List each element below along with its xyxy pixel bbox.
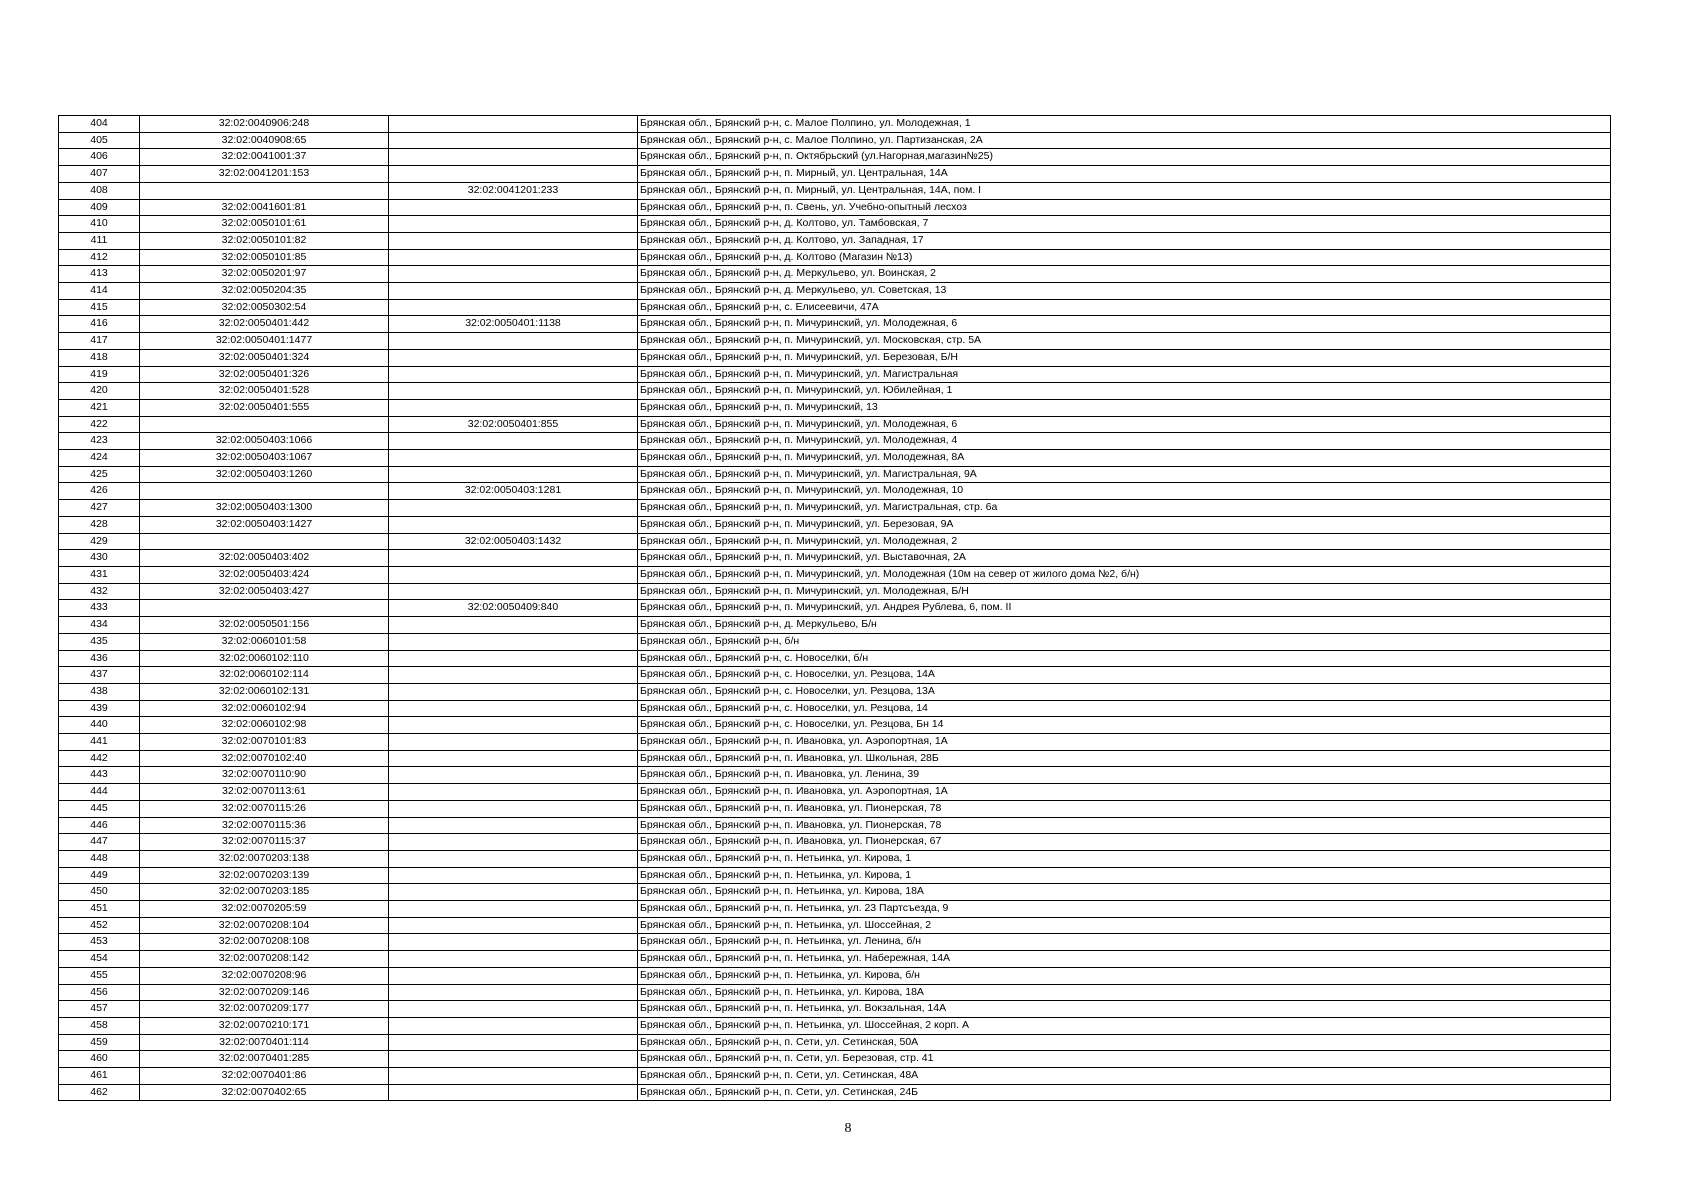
- cadastral-number: 32:02:0070115:36: [140, 817, 389, 834]
- row-number: 430: [59, 550, 140, 567]
- cadastral-number-secondary: [389, 132, 638, 149]
- table-row: [59, 316, 1611, 333]
- cadastral-number: 32:02:0050401:324: [140, 349, 389, 366]
- cadastral-number-secondary: [389, 717, 638, 734]
- address: Брянская обл., Брянский р-н, п. Нетьинка, ул. Ленина, б/н: [638, 934, 1611, 951]
- table-row: [59, 199, 1611, 216]
- table-row: [59, 817, 1611, 834]
- cadastral-number: 32:02:0070205:59: [140, 901, 389, 918]
- row-number: 446: [59, 817, 140, 834]
- table-row: [59, 216, 1611, 233]
- cadastral-number-secondary: [389, 266, 638, 283]
- row-number: 415: [59, 299, 140, 316]
- cadastral-number: [140, 533, 389, 550]
- address: Брянская обл., Брянский р-н, п. Мичуринский, ул. Московская, стр. 5А: [638, 333, 1611, 350]
- table-row: [59, 583, 1611, 600]
- row-number: 413: [59, 266, 140, 283]
- row-number: 450: [59, 884, 140, 901]
- address: Брянская обл., Брянский р-н, п. Ивановка, ул. Пионерская, 67: [638, 834, 1611, 851]
- address: Брянская обл., Брянский р-н, с. Новоселки, б/н: [638, 650, 1611, 667]
- address: Брянская обл., Брянский р-н, п. Мичуринский, ул. Магистральная, стр. 6а: [638, 500, 1611, 517]
- address: Брянская обл., Брянский р-н, с. Новоселки, ул. Резцова, 14А: [638, 667, 1611, 684]
- row-number: 429: [59, 533, 140, 550]
- row-number: 434: [59, 617, 140, 634]
- cadastral-number-secondary: [389, 1034, 638, 1051]
- table-row: [59, 299, 1611, 316]
- cadastral-number: [140, 182, 389, 199]
- table-row: [59, 901, 1611, 918]
- cadastral-number: 32:02:0050204:35: [140, 283, 389, 300]
- address: Брянская обл., Брянский р-н, п. Мичуринский, ул. Молодежная, 8А: [638, 450, 1611, 467]
- cadastral-number: 32:02:0050403:424: [140, 566, 389, 583]
- table-row: [59, 1051, 1611, 1068]
- cadastral-number: 32:02:0070402:65: [140, 1084, 389, 1101]
- row-number: 408: [59, 182, 140, 199]
- address: Брянская обл., Брянский р-н, п. Сети, ул. Сетинская, 48А: [638, 1068, 1611, 1085]
- table-row: [59, 116, 1611, 133]
- row-number: 405: [59, 132, 140, 149]
- table-row: [59, 750, 1611, 767]
- row-number: 452: [59, 917, 140, 934]
- address: Брянская обл., Брянский р-н, п. Ивановка, ул. Аэропортная, 1А: [638, 734, 1611, 751]
- table-row: [59, 633, 1611, 650]
- table-row: [59, 249, 1611, 266]
- table-row: [59, 500, 1611, 517]
- cadastral-number-secondary: [389, 550, 638, 567]
- row-number: 426: [59, 483, 140, 500]
- address: Брянская обл., Брянский р-н, д. Меркульево, Б/н: [638, 617, 1611, 634]
- registry-table: [58, 115, 1611, 1101]
- cadastral-number: 32:02:0070113:61: [140, 784, 389, 801]
- cadastral-number: 32:02:0050101:82: [140, 232, 389, 249]
- table-row: [59, 399, 1611, 416]
- table-row: [59, 366, 1611, 383]
- table-row: [59, 333, 1611, 350]
- row-number: 436: [59, 650, 140, 667]
- cadastral-number: 32:02:0050403:427: [140, 583, 389, 600]
- cadastral-number: 32:02:0070115:26: [140, 800, 389, 817]
- row-number: 438: [59, 683, 140, 700]
- cadastral-number: 32:02:0070101:83: [140, 734, 389, 751]
- address: Брянская обл., Брянский р-н, п. Мирный, ул. Центральная, 14А, пом. I: [638, 182, 1611, 199]
- cadastral-number-secondary: [389, 650, 638, 667]
- cadastral-number-secondary: [389, 767, 638, 784]
- cadastral-number: 32:02:0050401:442: [140, 316, 389, 333]
- cadastral-number-secondary: [389, 901, 638, 918]
- row-number: 460: [59, 1051, 140, 1068]
- address: Брянская обл., Брянский р-н, д. Колтово (Магазин №13): [638, 249, 1611, 266]
- cadastral-number-secondary: [389, 149, 638, 166]
- cadastral-number-secondary: 32:02:0041201:233: [389, 182, 638, 199]
- table-row: [59, 1034, 1611, 1051]
- cadastral-number-secondary: [389, 216, 638, 233]
- address: Брянская обл., Брянский р-н, д. Колтово, ул. Тамбовская, 7: [638, 216, 1611, 233]
- row-number: 431: [59, 566, 140, 583]
- cadastral-number-secondary: [389, 349, 638, 366]
- row-number: 437: [59, 667, 140, 684]
- row-number: 427: [59, 500, 140, 517]
- cadastral-number-secondary: [389, 917, 638, 934]
- row-number: 457: [59, 1001, 140, 1018]
- cadastral-number-secondary: 32:02:0050403:1281: [389, 483, 638, 500]
- cadastral-number-secondary: [389, 617, 638, 634]
- cadastral-number-secondary: [389, 1084, 638, 1101]
- cadastral-number: 32:02:0060102:110: [140, 650, 389, 667]
- table-row: [59, 934, 1611, 951]
- row-number: 451: [59, 901, 140, 918]
- cadastral-number-secondary: 32:02:0050401:1138: [389, 316, 638, 333]
- document-page: [58, 115, 1610, 1101]
- address: Брянская обл., Брянский р-н, с. Малое Полпино, ул. Молодежная, 1: [638, 116, 1611, 133]
- cadastral-number: 32:02:0050401:1477: [140, 333, 389, 350]
- table-row: [59, 650, 1611, 667]
- address: Брянская обл., Брянский р-н, п. Ивановка, ул. Пионерская, 78: [638, 800, 1611, 817]
- table-row: [59, 867, 1611, 884]
- cadastral-number: 32:02:0050403:402: [140, 550, 389, 567]
- row-number: 409: [59, 199, 140, 216]
- cadastral-number-secondary: [389, 934, 638, 951]
- cadastral-number-secondary: [389, 116, 638, 133]
- cadastral-number-secondary: [389, 867, 638, 884]
- cadastral-number-secondary: [389, 884, 638, 901]
- row-number: 439: [59, 700, 140, 717]
- cadastral-number: 32:02:0050401:326: [140, 366, 389, 383]
- table-row: [59, 516, 1611, 533]
- row-number: 455: [59, 967, 140, 984]
- table-row: [59, 450, 1611, 467]
- cadastral-number: 32:02:0050403:1427: [140, 516, 389, 533]
- cadastral-number-secondary: [389, 1001, 638, 1018]
- address: Брянская обл., Брянский р-н, п. Мичуринский, ул. Андрея Рублева, 6, пом. II: [638, 600, 1611, 617]
- address: Брянская обл., Брянский р-н, п. Мичуринский, ул. Молодежная, 10: [638, 483, 1611, 500]
- cadastral-number: 32:02:0050401:528: [140, 383, 389, 400]
- address: Брянская обл., Брянский р-н, п. Мичуринский, ул. Магистральная, 9А: [638, 466, 1611, 483]
- address: Брянская обл., Брянский р-н, п. Мичуринский, ул. Молодежная, 4: [638, 433, 1611, 450]
- table-row: [59, 132, 1611, 149]
- cadastral-number-secondary: [389, 850, 638, 867]
- row-number: 435: [59, 633, 140, 650]
- address: Брянская обл., Брянский р-н, п. Нетьинка, ул. Шоссейная, 2 корп. А: [638, 1017, 1611, 1034]
- cadastral-number-secondary: [389, 800, 638, 817]
- cadastral-number-secondary: [389, 834, 638, 851]
- row-number: 456: [59, 984, 140, 1001]
- table-row: [59, 283, 1611, 300]
- row-number: 441: [59, 734, 140, 751]
- table-row: [59, 433, 1611, 450]
- address: Брянская обл., Брянский р-н, п. Ивановка, ул. Ленина, 39: [638, 767, 1611, 784]
- cadastral-number: 32:02:0060102:131: [140, 683, 389, 700]
- cadastral-number-secondary: [389, 951, 638, 968]
- row-number: 422: [59, 416, 140, 433]
- cadastral-number: 32:02:0070208:96: [140, 967, 389, 984]
- table-row: [59, 784, 1611, 801]
- cadastral-number: 32:02:0070210:171: [140, 1017, 389, 1034]
- cadastral-number: 32:02:0050201:97: [140, 266, 389, 283]
- table-row: [59, 533, 1611, 550]
- cadastral-number-secondary: [389, 383, 638, 400]
- table-row: [59, 917, 1611, 934]
- table-row: [59, 182, 1611, 199]
- cadastral-number: 32:02:0070401:114: [140, 1034, 389, 1051]
- address: Брянская обл., Брянский р-н, п. Мичуринский, ул. Молодежная, 6: [638, 316, 1611, 333]
- cadastral-number: [140, 416, 389, 433]
- table-row: [59, 617, 1611, 634]
- address: Брянская обл., Брянский р-н, п. Нетьинка, ул. Кирова, 1: [638, 850, 1611, 867]
- table-row: [59, 466, 1611, 483]
- cadastral-number: 32:02:0060102:98: [140, 717, 389, 734]
- row-number: 411: [59, 232, 140, 249]
- table-row: [59, 717, 1611, 734]
- cadastral-number: 32:02:0070209:146: [140, 984, 389, 1001]
- address: Брянская обл., Брянский р-н, п. Мирный, ул. Центральная, 14А: [638, 166, 1611, 183]
- row-number: 416: [59, 316, 140, 333]
- cadastral-number-secondary: [389, 366, 638, 383]
- cadastral-number-secondary: [389, 500, 638, 517]
- table-row: [59, 1068, 1611, 1085]
- cadastral-number: 32:02:0050403:1066: [140, 433, 389, 450]
- cadastral-number: 32:02:0070115:37: [140, 834, 389, 851]
- address: Брянская обл., Брянский р-н, с. Елисеевичи, 47А: [638, 299, 1611, 316]
- row-number: 461: [59, 1068, 140, 1085]
- address: Брянская обл., Брянский р-н, п. Сети, ул. Березовая, стр. 41: [638, 1051, 1611, 1068]
- table-row: [59, 951, 1611, 968]
- address: Брянская обл., Брянский р-н, п. Мичуринский, ул. Молодежная, Б/Н: [638, 583, 1611, 600]
- address: Брянская обл., Брянский р-н, б/н: [638, 633, 1611, 650]
- cadastral-number: 32:02:0070208:104: [140, 917, 389, 934]
- row-number: 419: [59, 366, 140, 383]
- row-number: 407: [59, 166, 140, 183]
- address: Брянская обл., Брянский р-н, п. Мичуринский, ул. Березовая, Б/Н: [638, 349, 1611, 366]
- row-number: 414: [59, 283, 140, 300]
- address: Брянская обл., Брянский р-н, с. Новоселки, ул. Резцова, Бн 14: [638, 717, 1611, 734]
- cadastral-number: 32:02:0070203:139: [140, 867, 389, 884]
- table-row: [59, 149, 1611, 166]
- cadastral-number-secondary: [389, 583, 638, 600]
- row-number: 412: [59, 249, 140, 266]
- table-row: [59, 700, 1611, 717]
- table-row: [59, 967, 1611, 984]
- cadastral-number-secondary: [389, 283, 638, 300]
- cadastral-number: 32:02:0050302:54: [140, 299, 389, 316]
- table-row: [59, 266, 1611, 283]
- row-number: 448: [59, 850, 140, 867]
- cadastral-number-secondary: [389, 450, 638, 467]
- row-number: 444: [59, 784, 140, 801]
- cadastral-number-secondary: [389, 633, 638, 650]
- row-number: 440: [59, 717, 140, 734]
- cadastral-number-secondary: 32:02:0050401:855: [389, 416, 638, 433]
- address: Брянская обл., Брянский р-н, д. Меркульево, ул. Воинская, 2: [638, 266, 1611, 283]
- address: Брянская обл., Брянский р-н, п. Мичуринский, 13: [638, 399, 1611, 416]
- cadastral-number: 32:02:0050401:555: [140, 399, 389, 416]
- address: Брянская обл., Брянский р-н, п. Нетьинка, ул. Кирова, б/н: [638, 967, 1611, 984]
- cadastral-number-secondary: 32:02:0050403:1432: [389, 533, 638, 550]
- row-number: 433: [59, 600, 140, 617]
- row-number: 443: [59, 767, 140, 784]
- row-number: 406: [59, 149, 140, 166]
- cadastral-number: 32:02:0041001:37: [140, 149, 389, 166]
- address: Брянская обл., Брянский р-н, п. Мичуринский, ул. Молодежная, 2: [638, 533, 1611, 550]
- cadastral-number: [140, 600, 389, 617]
- address: Брянская обл., Брянский р-н, п. Нетьинка, ул. Кирова, 18А: [638, 884, 1611, 901]
- cadastral-number-secondary: [389, 466, 638, 483]
- cadastral-number-secondary: [389, 299, 638, 316]
- address: Брянская обл., Брянский р-н, д. Меркульево, ул. Советская, 13: [638, 283, 1611, 300]
- cadastral-number: 32:02:0040906:248: [140, 116, 389, 133]
- cadastral-number-secondary: [389, 984, 638, 1001]
- address: Брянская обл., Брянский р-н, д. Колтово, ул. Западная, 17: [638, 232, 1611, 249]
- cadastral-number: 32:02:0050501:156: [140, 617, 389, 634]
- cadastral-number: 32:02:0050403:1260: [140, 466, 389, 483]
- cadastral-number: 32:02:0050101:61: [140, 216, 389, 233]
- cadastral-number: 32:02:0041601:81: [140, 199, 389, 216]
- row-number: 421: [59, 399, 140, 416]
- row-number: 453: [59, 934, 140, 951]
- table-row: [59, 683, 1611, 700]
- table-row: [59, 416, 1611, 433]
- cadastral-number: 32:02:0050403:1300: [140, 500, 389, 517]
- table-row: [59, 1001, 1611, 1018]
- row-number: 425: [59, 466, 140, 483]
- row-number: 424: [59, 450, 140, 467]
- cadastral-number-secondary: [389, 967, 638, 984]
- table-row: [59, 850, 1611, 867]
- table-row: [59, 566, 1611, 583]
- table-row: [59, 600, 1611, 617]
- cadastral-number: [140, 483, 389, 500]
- row-number: 459: [59, 1034, 140, 1051]
- row-number: 420: [59, 383, 140, 400]
- address: Брянская обл., Брянский р-н, с. Малое Полпино, ул. Партизанская, 2А: [638, 132, 1611, 149]
- cadastral-number: 32:02:0070110:90: [140, 767, 389, 784]
- address: Брянская обл., Брянский р-н, п. Мичуринский, ул. Выставочная, 2А: [638, 550, 1611, 567]
- cadastral-number-secondary: [389, 1017, 638, 1034]
- table-row: [59, 884, 1611, 901]
- address: Брянская обл., Брянский р-н, п. Мичуринский, ул. Юбилейная, 1: [638, 383, 1611, 400]
- row-number: 410: [59, 216, 140, 233]
- row-number: 418: [59, 349, 140, 366]
- cadastral-number: 32:02:0041201:153: [140, 166, 389, 183]
- cadastral-number-secondary: [389, 784, 638, 801]
- address: Брянская обл., Брянский р-н, п. Нетьинка, ул. Шоссейная, 2: [638, 917, 1611, 934]
- address: Брянская обл., Брянский р-н, п. Нетьинка, ул. Кирова, 18А: [638, 984, 1611, 1001]
- table-row: [59, 834, 1611, 851]
- cadastral-number-secondary: [389, 516, 638, 533]
- cadastral-number-secondary: [389, 433, 638, 450]
- row-number: 423: [59, 433, 140, 450]
- address: Брянская обл., Брянский р-н, п. Сети, ул. Сетинская, 50А: [638, 1034, 1611, 1051]
- cadastral-number-secondary: [389, 199, 638, 216]
- row-number: 447: [59, 834, 140, 851]
- table-row: [59, 984, 1611, 1001]
- cadastral-number-secondary: 32:02:0050409:840: [389, 600, 638, 617]
- table-row: [59, 800, 1611, 817]
- table-row: [59, 483, 1611, 500]
- table-row: [59, 767, 1611, 784]
- address: Брянская обл., Брянский р-н, п. Октябрьский (ул.Нагорная,магазин№25): [638, 149, 1611, 166]
- address: Брянская обл., Брянский р-н, п. Нетьинка, ул. Набережная, 14А: [638, 951, 1611, 968]
- page-number: 8: [844, 1121, 852, 1136]
- row-number: 462: [59, 1084, 140, 1101]
- cadastral-number-secondary: [389, 566, 638, 583]
- table-row: [59, 349, 1611, 366]
- address: Брянская обл., Брянский р-н, п. Ивановка, ул. Аэропортная, 1А: [638, 784, 1611, 801]
- address: Брянская обл., Брянский р-н, п. Ивановка, ул. Пионерская, 78: [638, 817, 1611, 834]
- cadastral-number-secondary: [389, 166, 638, 183]
- cadastral-number: 32:02:0070208:108: [140, 934, 389, 951]
- cadastral-number-secondary: [389, 683, 638, 700]
- row-number: 458: [59, 1017, 140, 1034]
- cadastral-number: 32:02:0070401:86: [140, 1068, 389, 1085]
- cadastral-number: 32:02:0060102:94: [140, 700, 389, 717]
- table-row: [59, 1084, 1611, 1101]
- address: Брянская обл., Брянский р-н, п. Нетьинка, ул. 23 Партсъезда, 9: [638, 901, 1611, 918]
- row-number: 442: [59, 750, 140, 767]
- row-number: 432: [59, 583, 140, 600]
- cadastral-number-secondary: [389, 700, 638, 717]
- cadastral-number: 32:02:0070401:285: [140, 1051, 389, 1068]
- cadastral-number-secondary: [389, 734, 638, 751]
- table-row: [59, 232, 1611, 249]
- address: Брянская обл., Брянский р-н, п. Мичуринский, ул. Березовая, 9А: [638, 516, 1611, 533]
- address: Брянская обл., Брянский р-н, п. Сети, ул. Сетинская, 24Б: [638, 1084, 1611, 1101]
- row-number: 404: [59, 116, 140, 133]
- address: Брянская обл., Брянский р-н, п. Свень, ул. Учебно-опытный лесхоз: [638, 199, 1611, 216]
- address: Брянская обл., Брянский р-н, с. Новоселки, ул. Резцова, 13А: [638, 683, 1611, 700]
- address: Брянская обл., Брянский р-н, п. Нетьинка, ул. Вокзальная, 14А: [638, 1001, 1611, 1018]
- row-number: 445: [59, 800, 140, 817]
- cadastral-number: 32:02:0070203:185: [140, 884, 389, 901]
- cadastral-number: 32:02:0070208:142: [140, 951, 389, 968]
- address: Брянская обл., Брянский р-н, п. Ивановка, ул. Школьная, 28Б: [638, 750, 1611, 767]
- table-body: [59, 116, 1611, 1101]
- table-row: [59, 166, 1611, 183]
- address: Брянская обл., Брянский р-н, п. Мичуринский, ул. Молодежная (10м на север от жилого дома №2, б/н): [638, 566, 1611, 583]
- cadastral-number-secondary: [389, 333, 638, 350]
- row-number: 449: [59, 867, 140, 884]
- table-row: [59, 383, 1611, 400]
- address: Брянская обл., Брянский р-н, п. Мичуринский, ул. Молодежная, 6: [638, 416, 1611, 433]
- cadastral-number-secondary: [389, 232, 638, 249]
- cadastral-number-secondary: [389, 817, 638, 834]
- table-row: [59, 550, 1611, 567]
- cadastral-number: 32:02:0060102:114: [140, 667, 389, 684]
- row-number: 428: [59, 516, 140, 533]
- address: Брянская обл., Брянский р-н, с. Новоселки, ул. Резцова, 14: [638, 700, 1611, 717]
- cadastral-number: 32:02:0070209:177: [140, 1001, 389, 1018]
- cadastral-number-secondary: [389, 399, 638, 416]
- cadastral-number: 32:02:0070102:40: [140, 750, 389, 767]
- cadastral-number: 32:02:0060101:58: [140, 633, 389, 650]
- table-row: [59, 734, 1611, 751]
- cadastral-number-secondary: [389, 1051, 638, 1068]
- cadastral-number: 32:02:0050101:85: [140, 249, 389, 266]
- cadastral-number-secondary: [389, 750, 638, 767]
- cadastral-number-secondary: [389, 667, 638, 684]
- address: Брянская обл., Брянский р-н, п. Мичуринский, ул. Магистральная: [638, 366, 1611, 383]
- cadastral-number-secondary: [389, 249, 638, 266]
- table-row: [59, 1017, 1611, 1034]
- cadastral-number: 32:02:0070203:138: [140, 850, 389, 867]
- cadastral-number: 32:02:0050403:1067: [140, 450, 389, 467]
- cadastral-number: 32:02:0040908:65: [140, 132, 389, 149]
- table-row: [59, 667, 1611, 684]
- address: Брянская обл., Брянский р-н, п. Нетьинка, ул. Кирова, 1: [638, 867, 1611, 884]
- cadastral-number-secondary: [389, 1068, 638, 1085]
- row-number: 454: [59, 951, 140, 968]
- row-number: 417: [59, 333, 140, 350]
